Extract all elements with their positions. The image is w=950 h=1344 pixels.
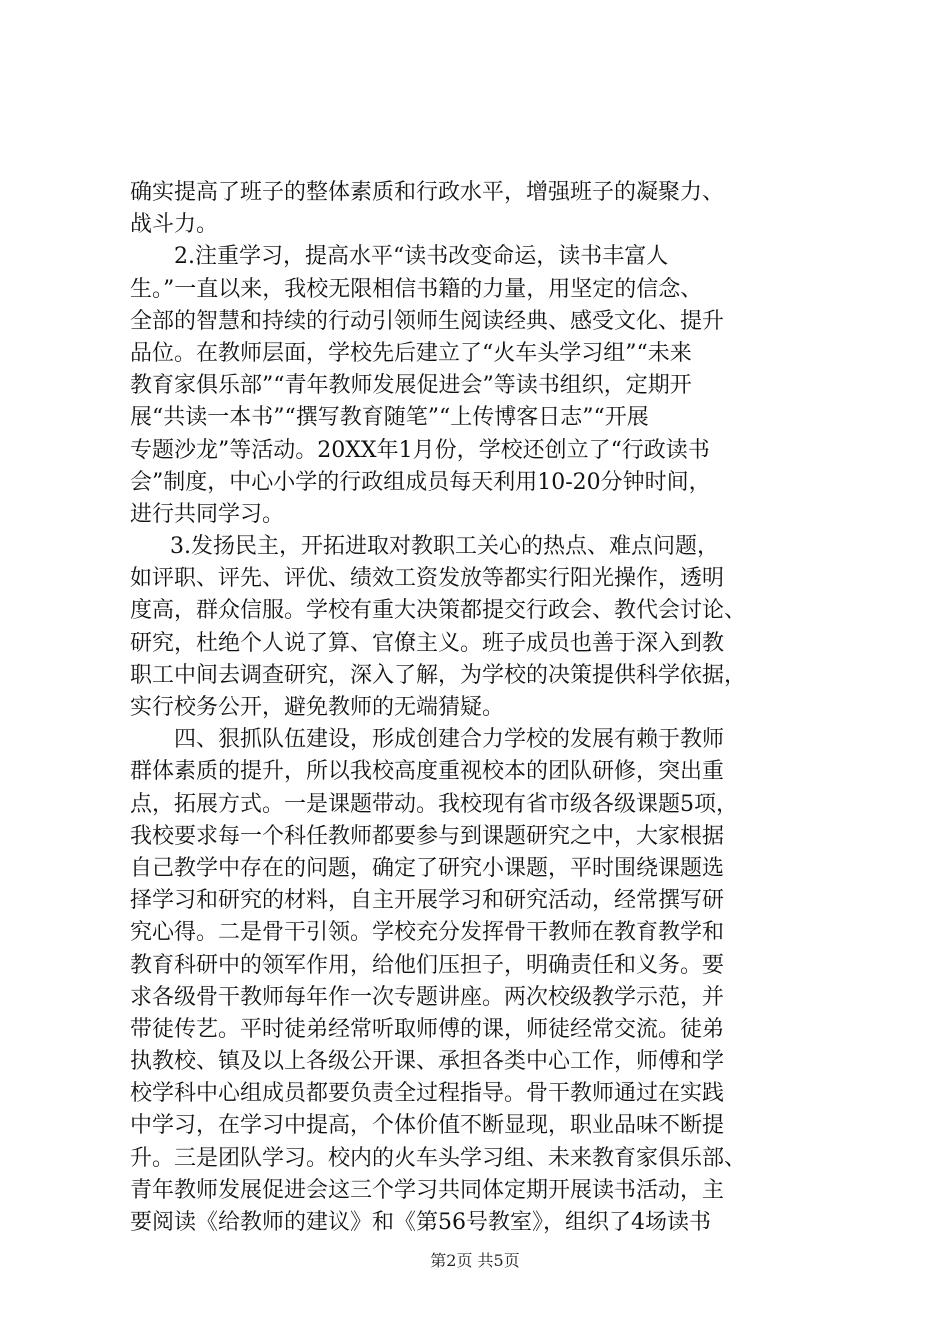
text-line: 教育科研中的领军作用，给他们压担子，明确责任和义务。要 [130,952,725,978]
text-line: 确实提高了班子的整体素质和行政水平，增强班子的凝聚力、 [130,180,725,205]
text-line: 会”制度，中心小学的行政组成员每天利用10-20分钟时间， [130,469,711,495]
document-body [130,177,830,1239]
text-line: 择学习和研究的材料，自主开展学习和研究活动，经常撰写研 [130,888,725,914]
text-line: 3.发扬民主，开拓进取对教职工关心的热点、难点问题， [170,534,719,560]
text-line: 职工中间去调查研究，深入了解，为学校的决策提供科学依据， [130,662,747,688]
text-line: 展“共读一本书”“撰写教育随笔”“上传博客日志”“开展 [130,405,649,431]
text-line: 2.注重学习，提高水平“读书改变命运，读书丰富人 [174,244,669,270]
text-line: 教育家俱乐部”“青年教师发展促进会”等读书组织，定期开 [130,373,692,399]
text-line: 究心得。二是骨干引领。学校充分发挥骨干教师在教育教学和 [130,920,725,946]
page-number-label: 第2页 共5页 [430,1251,520,1270]
text-line: 要阅读《给教师的建议》和《第56号教室》，组织了4场读书 [130,1210,711,1235]
text-line: 实行校务公开，避免教师的无端猜疑。 [130,695,505,720]
text-line: 自己教学中存在的问题，确定了研究小课题，平时围绕课题选 [130,855,725,881]
text-line: 生。”一直以来，我校无限相信书籍的力量，用坚定的信念、 [130,276,703,302]
text-line: 求各级骨干教师每年作一次专题讲座。两次校级教学示范，并 [130,984,725,1010]
text-line: 升。三是团队学习。校内的火车头学习组、未来教育家俱乐部、 [130,1145,747,1171]
text-line: 执教校、镇及以上各级公开课、承担各类中心工作，师傅和学 [130,1049,725,1075]
text-line: 青年教师发展促进会这三个学习共同体定期开展读书活动，主 [130,1177,725,1203]
text-line: 全部的智慧和持续的行动引领师生阅读经典、感受文化、提升 [130,308,725,334]
text-line: 我校要求每一个科任教师都要参与到课题研究之中，大家根据 [130,823,725,849]
text-line: 专题沙龙”等活动。20XX年1月份，学校还创立了“行政读书 [130,437,710,463]
text-line: 中学习，在学习中提高，个体价值不断显现，职业品味不断提 [130,1113,725,1139]
text-line: 进行共同学习。 [130,501,285,527]
text-line: 带徒传艺。平时徒弟经常听取师傅的课，师徒经常交流。徒弟 [130,1016,725,1042]
text-line: 四、狠抓队伍建设，形成创建合力学校的发展有赖于教师 [174,727,725,753]
page-footer [0,1248,950,1271]
text-line: 战斗力。 [130,212,219,238]
text-line: 研究，杜绝个人说了算、官僚主义。班子成员也善于深入到教 [130,630,725,656]
text-line: 点，拓展方式。一是课题带动。我校现有省市级各级课题5项， [130,791,738,817]
text-line: 群体素质的提升，所以我校高度重视校本的团队研修，突出重 [130,759,725,785]
text-line: 度高，群众信服。学校有重大决策都提交行政会、教代会讨论、 [130,598,747,624]
text-line: 如评职、评先、评优、绩效工资发放等都实行阳光操作，透明 [130,566,725,592]
text-line: 品位。在教师层面，学校先后建立了“火车头学习组”“未来 [130,340,692,366]
text-line: 校学科中心组成员都要负责全过程指导。骨干教师通过在实践 [130,1081,725,1107]
